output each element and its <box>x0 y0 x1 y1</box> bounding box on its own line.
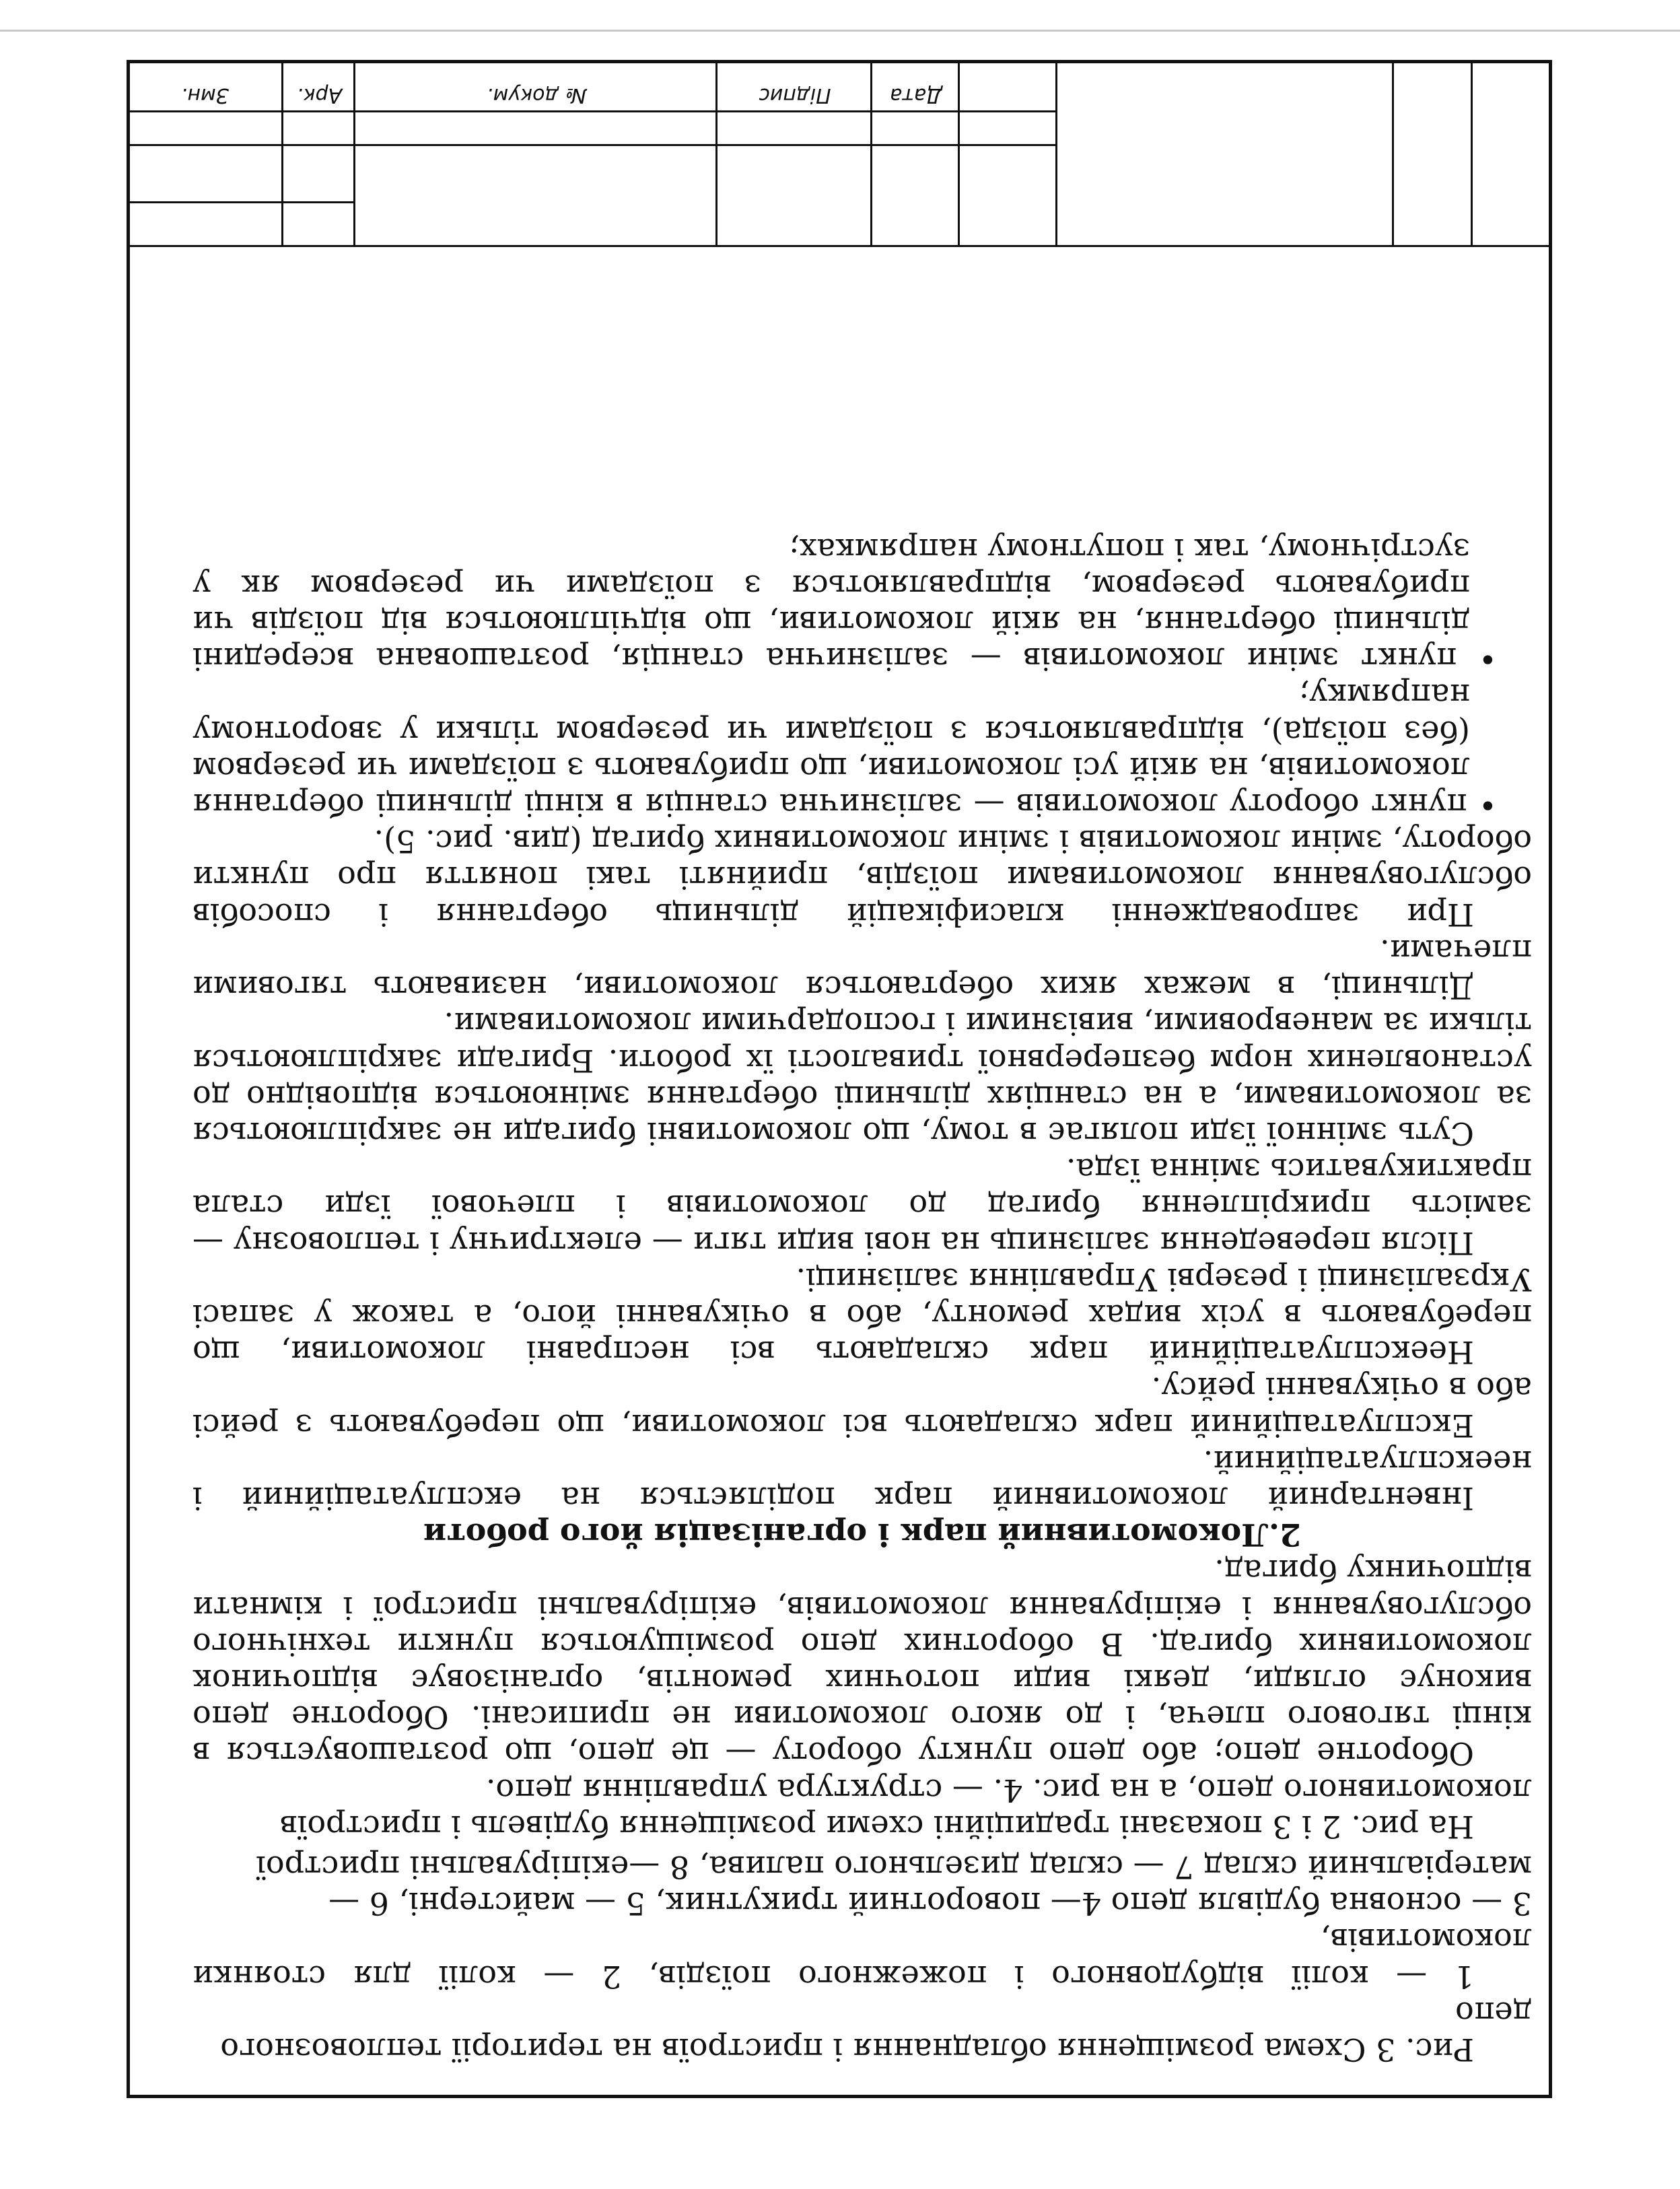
stamp-zmin: Змн. <box>181 83 230 107</box>
paragraph: При запровадженні класифікацій дільниць обертання і способів обслуговування локомотивами поїздів, прийняті такі поняття про пункти обороту, зміни локомотивів і зміни локомотивних бригад (див. рис. 5). <box>193 823 1532 933</box>
stamp-dokum: № докум. <box>487 83 586 107</box>
title-block-border <box>127 245 1552 247</box>
figure-legend-2: 3 — основна будівля депо 4— поворотний трикутник, 5 — майстерні, 6 — <box>328 1885 1532 1922</box>
paragraph: Дільниці, в межах яких обертаються локомотиви, називають тяговими плечами. <box>193 932 1532 1006</box>
scan-edge-line <box>0 30 1680 32</box>
title-block-divider <box>127 110 1057 112</box>
stamp-pidpys: Підпис <box>759 83 831 107</box>
figure-legend-3: матеріальний склад 7 — склад дизельного палива, 8 —екіпірувальні пристрої <box>256 1848 1532 1885</box>
paragraph: На рис. 2 і 3 показані традиційні схеми розміщення будівель і пристроїв <box>279 1808 1474 1845</box>
stamp-ark: Арк. <box>296 83 343 107</box>
figure-caption-cont: депо <box>1455 1994 1532 2031</box>
section-heading: 2.Локомотивний парк і організація його роботи <box>423 1517 1301 1554</box>
paragraph: Інвентарний локомотивний парк поділяється на експлуатаційний і неексплуатаційний. <box>193 1443 1532 1517</box>
figure-legend-1: 1 — колії відбудовного і пожежного поїздів, 2 — колії для стоянки локомотивів, <box>193 1922 1532 1995</box>
page-content <box>193 531 1532 2068</box>
title-block-divider <box>1392 60 1394 247</box>
paragraph: Суть змінної їзди полягає в тому, що локомотивні бригади не закріплюються за локомотивами, а на станціях дільниці обертання змінюються відповідно до установлених норм безперервної тривалості їх роботи. Бригади закріплюються тільки за маневровими, вивізними і господарчими локомотивами. <box>193 1006 1532 1152</box>
title-block <box>127 60 1552 247</box>
paragraph: Експлуатаційний парк складають всі локомотиви, що перебувають з рейсі або в очікуванні рейсу. <box>193 1370 1532 1444</box>
paragraph: Неексплуатаційний парк складають всі несправні локомотиви, що перебувають в усіх видах ремонту, або в очікуванні його, а також у запасі Укрзалізниці і резерві Управління залізниці. <box>193 1261 1532 1371</box>
title-block-divider <box>1055 60 1057 247</box>
paragraph: локомотивного депо, а на рис. 4. — структура управління депо. <box>485 1772 1532 1809</box>
title-block-divider <box>127 201 355 203</box>
stamp-data: Дата <box>890 83 942 107</box>
figure-caption: Рис. 3 Схема розміщення обладнання і пристроїв на території тепловозного <box>220 2031 1474 2068</box>
bullet-item: • пункт обороту локомотивів — залізнична станція в кінці дільниці обертання локомотивів, на якій усі локомотиви, що прибувають з поїздами чи резервом (без поїзда), відправляються з поїздами чи резервом тільки у зворотному напрямку; <box>193 677 1532 823</box>
bullet-item: • пункт зміни локомотивів — залізнична станція, розташована всередині дільниці обертання, на якій локомотиви, що відчіплюються від поїздів чи прибувають резервом, відправляються з поїздами чи резервом як у зустрічному, так і попутному напрямках; <box>193 531 1532 677</box>
paragraph: Після переведення залізниць на нові види тяги — електричну і тепловозну — замість прикріплення бригад до локомотивів і плечової їзди стала практикуватись змінна їзда. <box>193 1152 1532 1261</box>
title-block-divider <box>127 144 1057 146</box>
title-block-divider <box>1471 60 1473 247</box>
paragraph: Оборотне депо; або депо пункту обороту — це депо, що розташовується в кінці тягового плеча, і до якого локомотиви не приписані. Оборотне депо виконує огляди, деякі види поточних ремонтів, організовує відпочинок локомотивних бригад. В оборотних депо розміщуються пункти технічного обслуговування і екіпірування локомотивів, екіпірувальні пристрої і кімнати відпочинку бригад. <box>193 1553 1532 1772</box>
